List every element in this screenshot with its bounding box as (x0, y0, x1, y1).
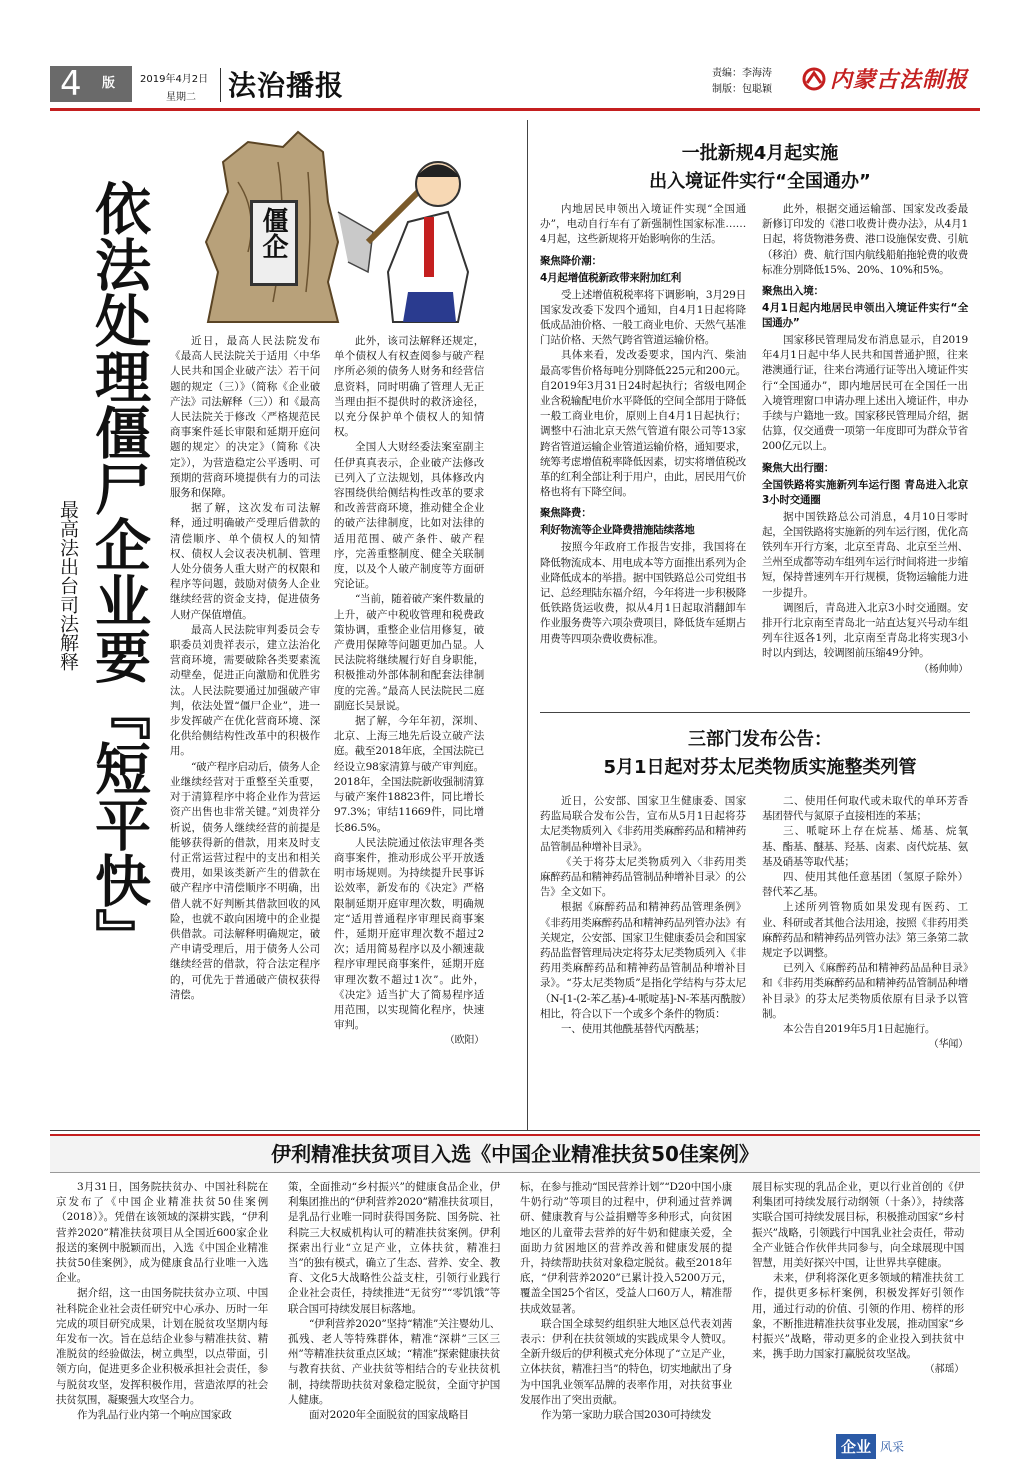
paragraph: 人民法院通过依法审理各类商事案件，推动形成公平开放透明市场规则。为持续提升民事诉讼效率，新发布的《决定》严格限制延期开庭审理次数，明确规定“适用普通程序审理民商事案件，延期开庭审理次数不超过2次；适用简易程序以及小额速裁程序审理民商事案件，延期开庭审理次数不超过1次”。此外，《决定》适当扩大了简易程序适用范围，以实现简化程序，快速审判。 (334, 836, 484, 1032)
subheading: 聚焦大出行圈： (762, 461, 835, 474)
paragraph: 国家移民管理局发布消息显示，自2019年4月1日起中华人民共和国普通护照，往来港澳通行证，往来台湾通行证等出入境证件实行“全国通办”，即内地居民可在全国任一出入境管理窗口申请办理上述出入境证件，申办手续与户籍地一致。国家移民管理局介绍，据估算，仅交通费一项第一年度即可为群众节省200亿元以上。 (762, 334, 968, 453)
paragraph: 展目标实现的乳品企业，更以行业首创的《伊利集团可持续发展行动纲领（十条）》，持续落实联合国可持续发展目标，积极推动国家“乡村振兴”战略，引领践行中国乳业社会责任，带动全产业链合作伙伴共同参与，向全球展现中国智慧，用美好探兴中国，让世界共享健康。 (752, 1181, 964, 1270)
article2-column-2 (762, 202, 968, 677)
article4-source: （郝瑶） (924, 1364, 964, 1376)
masthead-date: 2019年4月2日 (140, 74, 209, 85)
paragraph: 内地居民申领出入境证件实现“全国通办”，电动自行车有了新强制性国家标准……4月起，这些新规将开始影响你的生活。 (540, 203, 746, 246)
masthead-weekday: 星期二 (166, 92, 196, 103)
paragraph: 具体来看，发改委要求，国内汽、柴油最高零售价格每吨分别降低225元和200元。自2019年3月31日24时起执行；省级电网企业含税输配电价水平降低的空间全部用于降低一般工商业电价，原则上自4月1日起执行；调整中石油北京天然气管道有限公司等13家跨省管道运输企业管道运输价格，通知要求，统筹考虑增值税率降低因素，切实将增值税改革的红利全部让利于用户，由此，居民用气价格也将有下降空间。 (540, 349, 746, 499)
article1-subhead: 最高法出台司法解释 (57, 500, 79, 671)
article1-column-1 (170, 334, 320, 1003)
paragraph: 调图后，青岛进入北京3小时交通圈。安排开行北京南至青岛北一站直达复兴号动车组列车往返各1列，北京南至青岛北将实现3小时以内到达，较调图前压缩49分钟。 (762, 601, 968, 660)
masthead (50, 62, 980, 112)
article2-headline-2: 出入境证件实行“全国通办” (649, 171, 871, 192)
paragraph: 3月31日，国务院扶贫办、中国社科院在京发布了《中国企业精准扶贫50佳案例（2018）》。凭借在该领域的深耕实践，“伊利营养2020”精准扶贫项目从全国近600家企业报送的案例中脱颖而出，入选《中国企业精准扶贫50佳案例》，成为健康食品行业唯一入选企业。 (56, 1181, 268, 1285)
article1-column-2 (334, 334, 484, 1049)
zombie-company-cartoon (188, 122, 488, 327)
bottom-rule (50, 1130, 980, 1131)
paragraph: 此外，该司法解释还规定，单个债权人有权查阅参与破产程序所必须的债务人财务和经营信息资料，同时明确了管理人无正当理由拒不提供时的救济途径，以充分保护单个债权人的知情权。 (334, 335, 484, 439)
paragraph: 据了解，这次发布司法解释，通过明确破产受理后借款的清偿顺序、单个债权人的知情权、债权人会议表决机制、管理人处分债务人重大财产的权限和程序等问题，鼓励对债务人企业继续经营的资金支持，促进债务人财产保值增值。 (170, 502, 320, 621)
article3-column-1 (540, 794, 746, 1037)
article3-column-2 (762, 794, 968, 1052)
paragraph: 四、使用其他任意基团（氢原子除外）替代苯乙基。 (762, 871, 968, 899)
page-number-box (50, 66, 132, 102)
newspaper-name: 内蒙古法制报 (830, 67, 969, 93)
column-divider (527, 120, 528, 1130)
article4-column-4 (752, 1180, 964, 1378)
article4-column-2 (288, 1180, 500, 1423)
article3-headline-2: 5月1日起对芬太尼类物质实施整类列管 (603, 757, 917, 778)
paragraph: 据中国铁路总公司消息，4月10日零时起，全国铁路将实施新的列车运行图，优化高铁列车开行方案，北京至青岛、北京至兰州、兰州至成都等动车组列车运行时间将进一步缩短，保持普速列车开行规模，货物运输能力进一步提升。 (762, 510, 968, 599)
logo-emblem-icon (802, 67, 826, 91)
paragraph: 据介绍，这一由国务院扶贫办立项、中国社科院企业社会责任研究中心承办、历时一年完成的项目研究成果，计划在脱贫攻坚期内每年发布一次。旨在总结企业参与精准扶贫、精准脱贫的经验做法，树立典型，以点带面，引领方向，促进更多企业积极承担社会责任，参与脱贫攻坚，发挥积极作用，营造浓厚的社会扶贫氛围，凝聚强大攻坚合力。 (56, 1287, 268, 1406)
article2-headline-1: 一批新规4月起实施 (681, 143, 839, 164)
article4-column-3 (520, 1180, 732, 1423)
article3-headline-1: 三部门发布公告： (688, 729, 832, 750)
article1-source: （欧阳） (444, 1035, 484, 1047)
paragraph: 策，全面推动“乡村振兴”的健康食品企业，伊利集团推出的“伊利营养2020”精准扶贫项目，是乳品行业唯一同时获得国务院、国务院、社科院三大权威机构认可的精准扶贫案例。伊利探索出行业“立足产业，立体扶贫，精准扫当”的独有模式，确立了生态、营养、安全、教育、文化5大战略性公益支柱，引领行业践行企业社会责任，持续推进“无贫穷”“零饥饿”等联合国可持续发展目标落地。 (288, 1181, 500, 1315)
paragraph: “当前，随着破产案件数量的上升，破产中税收管理和税费政策协调，重整企业信用修复，破产费用保障等问题更加凸显。人民法院将继续履行好自身职能，积极推动外部体制和配套法律制度的完善。”最高人民法院民二庭副庭长吴景说。 (334, 593, 484, 712)
paragraph: 受上述增值税税率将下调影响，3月29日国家发改委下发四个通知，自4月1日起将降低成品油价格、一般工商业电价、天然气基准门站价格、天然气跨省管道运输价格。 (540, 288, 746, 347)
article4-column-1 (56, 1180, 268, 1423)
masthead-rule (50, 108, 980, 111)
paragraph: 标，在参与推动“国民营养计划”“D20中国小康牛奶行动”等项目的过程中，伊利通过营养调研、健康教育与公益捐赠等多种形式，向贫困地区的儿童带去营养的好牛奶和健康关爱，全面助力贫困地区的营养改善和健康发展的提升，持续帮助扶贫对象稳定脱贫。截至2018年底，“伊利营养2020”已累计投入5200万元，覆盖全国25个省区，受益人口60万人，精准帮扶成效显著。 (520, 1181, 732, 1315)
article2-source: （杨帅帅） (919, 663, 968, 675)
designer-credit: 制版：包聪颖 (712, 84, 772, 95)
subheading: 全国铁路将实施新列车运行图 青岛进入北京3小时交通圈 (762, 478, 968, 506)
paragraph: 最高人民法院审判委员会专职委员刘贵祥表示，建立法治化营商环境，需要破除各类要素流动壁垒，促进正向激励和优胜劣汰。人民法院要通过加强破产审判，依法处置“僵尸企业”，进一步发挥破产在优化营商环境、深化供给侧结构性改革中的积极作用。 (170, 623, 320, 758)
paragraph: 上述所列管物质如果发现有医药、工业、科研或者其他合法用途，按照《非药用类麻醉药品和精神药品列管办法》第三条第二款规定予以调整。 (762, 901, 968, 960)
article2-column-1 (540, 202, 746, 647)
section-title: 法治播报 (228, 69, 345, 102)
subheading: 利好物流等企业降费措施陆续落地 (540, 524, 695, 537)
paragraph: 全国人大财经委法案室副主任伊真真表示，企业破产法修改已列入了立法规划，具体修改内容围绕供给侧结构性改革的要求和改善营商环境，推动健全企业的破产法律制度，比如对法律的适用范围、破产条件、破产程序，完善重整制度、健全关联制度，以及个人破产制度等方面研究论证。 (334, 441, 484, 591)
paragraph: 近日，公安部、国家卫生健康委、国家药监局联合发布公告，宣布从5月1日起将芬太尼类物质列入《非药用类麻醉药品和精神药品管制品种增补目录》。 (540, 795, 746, 853)
paragraph: 此外，根据交通运输部、国家发改委最新修订印发的《港口收费计费办法》，从4月1日起，将货物港务费、港口设施保安费、引航（移泊）费、航行国内航线船舶拖轮费的收费标准分别降低15%、20%、10%和5%。 (762, 203, 968, 276)
paragraph: 二、使用任何取代或未取代的单环芳香基团替代与氮原子直接相连的苯基； (762, 795, 968, 823)
article4-headline-bar (50, 1134, 980, 1173)
paragraph: 已列入《麻醉药品和精神药品品种目录》和《非药用类麻醉药品和精神药品管制品种增补目录》的芬太尼类物质依原有目录予以管制。 (762, 962, 968, 1020)
paragraph: 联合国全球契约组织驻大地区总代表刘茜表示：伊利在扶贫领域的实践成果令人赞叹。全新升级后的伊利模式充分体现了“立足产业，立体扶贫，精准扫当”的特色，切实地献出了身为中国乳业领军品牌的表率作用，对扶贫事业发展作出了突出贡献。 (520, 1317, 732, 1406)
column-tag (810, 1434, 920, 1462)
paragraph: 《关于将芬太尼类物质列入〈非药用类麻醉药品和精神药品管制品种增补目录〉的公告》全文如下。 (540, 855, 746, 899)
subheading: 聚焦降费： (540, 507, 592, 520)
subheading: 聚焦出入境： (762, 285, 824, 298)
page-char: 版 (102, 76, 116, 91)
paragraph: 三、哌啶环上存在烷基、烯基、烷氧基、酯基、醚基、羟基、卤素、卤代烷基、氨基及硝基等取代基； (762, 825, 968, 868)
paragraph: 一、使用其他酰基替代丙酰基； (561, 1023, 706, 1036)
paragraph: 面对2020年全面脱贫的国家战略目 (309, 1409, 469, 1422)
newspaper-logo (802, 62, 982, 96)
masthead-divider (220, 68, 221, 102)
column-tag-main: 企业 (836, 1434, 876, 1459)
paragraph: “破产程序启动后，债务人企业继续经营对于重整至关重要，对于清算程序中将企业作为营运资产出售也非常关键。”刘贵祥分析说，债务人继续经营的前提是能够获得新的借款，用来及时支付正常运营过程中的支出和相关费用，如果该类新产生的借款在破产程序中清偿顺序不明确，出借人就不好判断其借款回收的风险，也就不敢向困境中的企业提供借款。司法解释明确规定，破产申请受理后，用于债务人公司继续经营的借款，符合法定程序的，可优先于普通破产债权获得清偿。 (170, 760, 320, 1001)
paragraph: 据了解，今年年初，深圳、北京、上海三地先后设立破产法庭。截至2018年底，全国法院已经设立98家清算与破产审判庭。2018年，全国法院新收强制清算与破产案件18823件，同比增长97.3%；审结11669件，同比增长86.5%。 (334, 715, 484, 834)
article4-headline: 伊利精准扶贫项目入选《中国企业精准扶贫50佳案例》 (271, 1142, 759, 1166)
paragraph: “伊利营养2020”坚持“精准”关注婴幼儿、孤残、老人等特殊群体，精准“深耕”三区三州”等精准扶贫重点区域；“精准”探索健康扶贫与教育扶贫、产业扶贫等相结合的专业扶贫机制，持续帮助扶贫对象稳定脱贫，全面守护国人健康。 (288, 1317, 500, 1406)
subheading: 聚焦降价潮： (540, 254, 602, 267)
paragraph: 作为第一家助力联合国2030可持续发 (541, 1409, 712, 1422)
article1-headline: 依法处理僵尸企业要『短平快』 (86, 180, 151, 964)
paragraph: 本公告自2019年5月1日起施行。 (783, 1023, 936, 1036)
paragraph: 未来，伊利将深化更多领域的精准扶贫工作，提供更多标杆案例，积极发挥好引领作用，通过行动的价值、引领的作用、榜样的形象，不断推进精准扶贫事业发展，推动国家“乡村振兴”战略，带动更多的企业投入到扶贫中来，携手助力国家打赢脱贫攻坚战。 (752, 1272, 964, 1361)
subheading: 4月起增值税新政带来附加红利 (540, 271, 682, 284)
column-tag-secondary: 风采 (880, 1440, 905, 1454)
article3-source: （华闻） (928, 1039, 968, 1051)
paragraph: 根据《麻醉药品和精神药品管理条例》《非药用类麻醉药品和精神药品列管办法》有关规定，公安部、国家卫生健康委员会和国家药品监督管理局决定将芬太尼类物质列入《非药用类麻醉药品和精神药品管制品种增补目录》。“芬太尼类物质”是指化学结构与芬太尼（N-[1-(2-苯乙基)-4-哌啶基]-N-苯基丙酰胺）相比，符合以下一个或多个条件的物质： (540, 901, 746, 1020)
editor-credit: 责编：李海涛 (712, 68, 772, 79)
cartoon-tag: 僵企 (250, 200, 298, 286)
page-number: 4 (60, 64, 82, 104)
subheading: 4月1日起内地居民申领出入境证件实行“全国通办” (762, 302, 968, 330)
paragraph: 作为乳品行业内第一个响应国家政 (77, 1409, 232, 1422)
paragraph: 近日，最高人民法院发布《最高人民法院关于适用〈中华人民共和国企业破产法〉若干问题的规定（三）》（简称《企业破产法》司法解释（三））和《最高人民法院关于修改〈严格规范民商事案件延长审限和延期开庭问题的规定〉的决定》（简称《决定》），为营造稳定公平透明、可预期的营商环境提供有力的司法服务和保障。 (170, 335, 320, 500)
paragraph: 按照今年政府工作报告安排，我国将在降低物流成本、用电成本等方面推出系列为企业降低成本的举措。据中国铁路总公司党组书记、总经理陆东福介绍，今年将进一步积极降低铁路货运收费，拟从4月1日起取消翻卸车作业服务费等六项杂费项目，降低货车延期占用费等四项杂费收费标准。 (540, 541, 746, 645)
article-divider (540, 712, 970, 713)
